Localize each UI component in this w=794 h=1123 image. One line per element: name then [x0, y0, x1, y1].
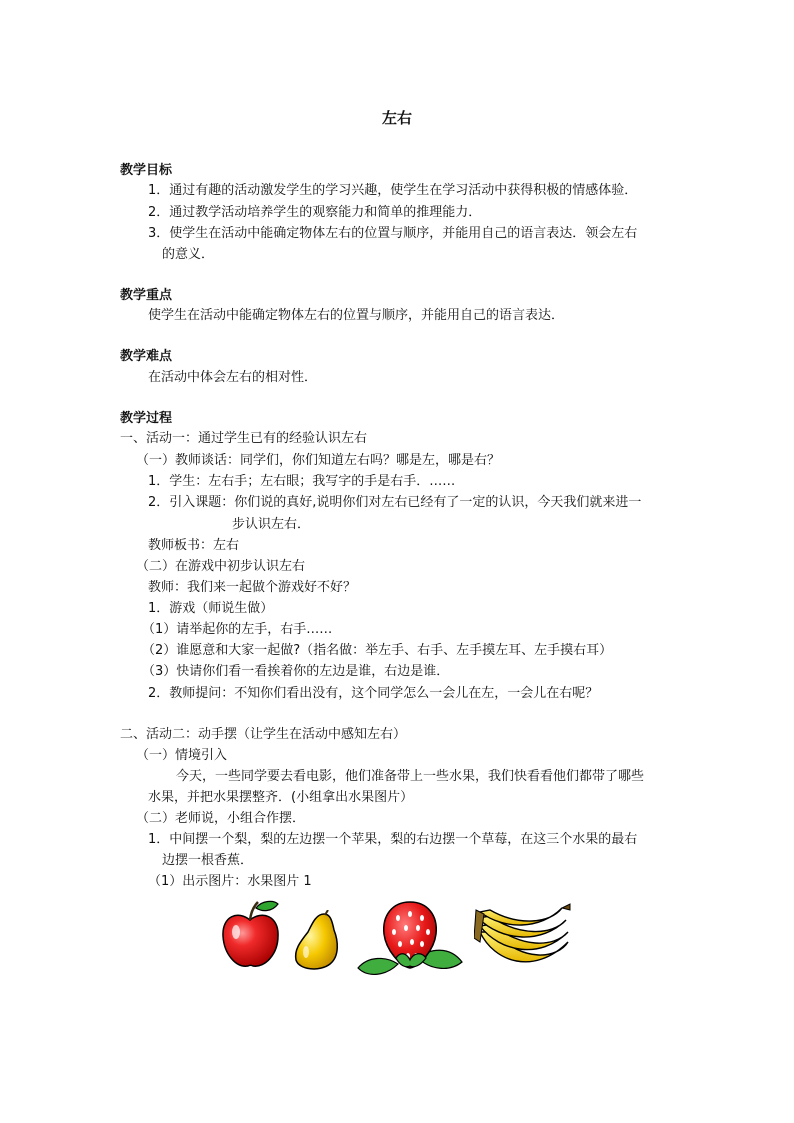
process-line: 水果，并把水果摆整齐．(小组拿出水果图片） [148, 790, 414, 805]
pear-icon [290, 910, 340, 972]
process-line: 教师：我们来一起做个游戏好不好？ [148, 580, 357, 595]
process-line: （1）请举起你的左手，右手…… [142, 622, 333, 637]
goal-item-3: 3．使学生在活动中能确定物体左右的位置与顺序，并能用自己的语言表达．领会左右 [148, 226, 638, 241]
banana-icon [474, 902, 574, 976]
process-line: 1．学生：左右手；左右眼；我写字的手是右手．…… [148, 474, 456, 489]
difficulty-text: 在活动中体会左右的相对性． [148, 370, 318, 385]
process-heading: 教学过程 [120, 411, 173, 426]
process-line: 2．教师提问：不知你们看出没有，这个同学怎么一会儿在左，一会儿在右呢？ [148, 686, 599, 701]
process-line: （一）教师谈话：同学们，你们知道左右吗？哪是左，哪是右？ [136, 453, 501, 468]
activity-1-heading: 一、活动一：通过学生已有的经验认识左右 [120, 431, 368, 446]
process-line: 边摆一根香蕉． [162, 853, 254, 868]
process-line: （二）老师说，小组合作摆． [136, 811, 306, 826]
goal-item-2: 2．通过教学活动培养学生的观察能力和简单的推理能力． [148, 205, 482, 220]
goal-item-3-cont: 的意义． [162, 247, 215, 262]
process-line: 1．游戏（师说生做） [148, 601, 274, 616]
process-line: 今天，一些同学要去看电影，他们准备带上一些水果，我们快看看他们都带了哪些 [176, 769, 645, 784]
key-heading: 教学重点 [120, 288, 173, 303]
strawberry-icon [356, 898, 464, 980]
page-title: 左右 [381, 109, 412, 127]
process-line: （二）在游戏中初步认识左右 [136, 559, 306, 574]
goals-heading: 教学目标 [120, 163, 173, 178]
activity-2-heading: 二、活动二：动手摆（让学生在活动中感知左右） [120, 727, 407, 742]
process-line: 2．引入课题：你们说的真好,说明你们对左右已经有了一定的认识，今天我们就来进一 [148, 495, 642, 510]
process-line: 步认识左右． [232, 517, 311, 532]
process-line: （3）快请你们看一看挨着你的左边是谁，右边是谁． [142, 664, 450, 679]
process-line: 教师板书：左右 [148, 538, 240, 553]
process-line: （一）情境引入 [136, 748, 228, 763]
apple-icon [218, 898, 282, 970]
process-line: （2）谁愿意和大家一起做?（指名做：举左手、右手、左手摸左耳、左手摸右耳） [142, 643, 613, 658]
process-line: 1．中间摆一个梨，梨的左边摆一个苹果，梨的右边摆一个草莓，在这三个水果的最右 [148, 832, 638, 847]
process-line: （1）出示图片：水果图片 1 [148, 874, 312, 889]
difficulty-heading: 教学难点 [120, 349, 173, 364]
goal-item-1: 1．通过有趣的活动激发学生的学习兴趣，使学生在学习活动中获得积极的情感体验． [148, 183, 638, 198]
key-text: 使学生在活动中能确定物体左右的位置与顺序，并能用自己的语言表达． [148, 308, 565, 323]
